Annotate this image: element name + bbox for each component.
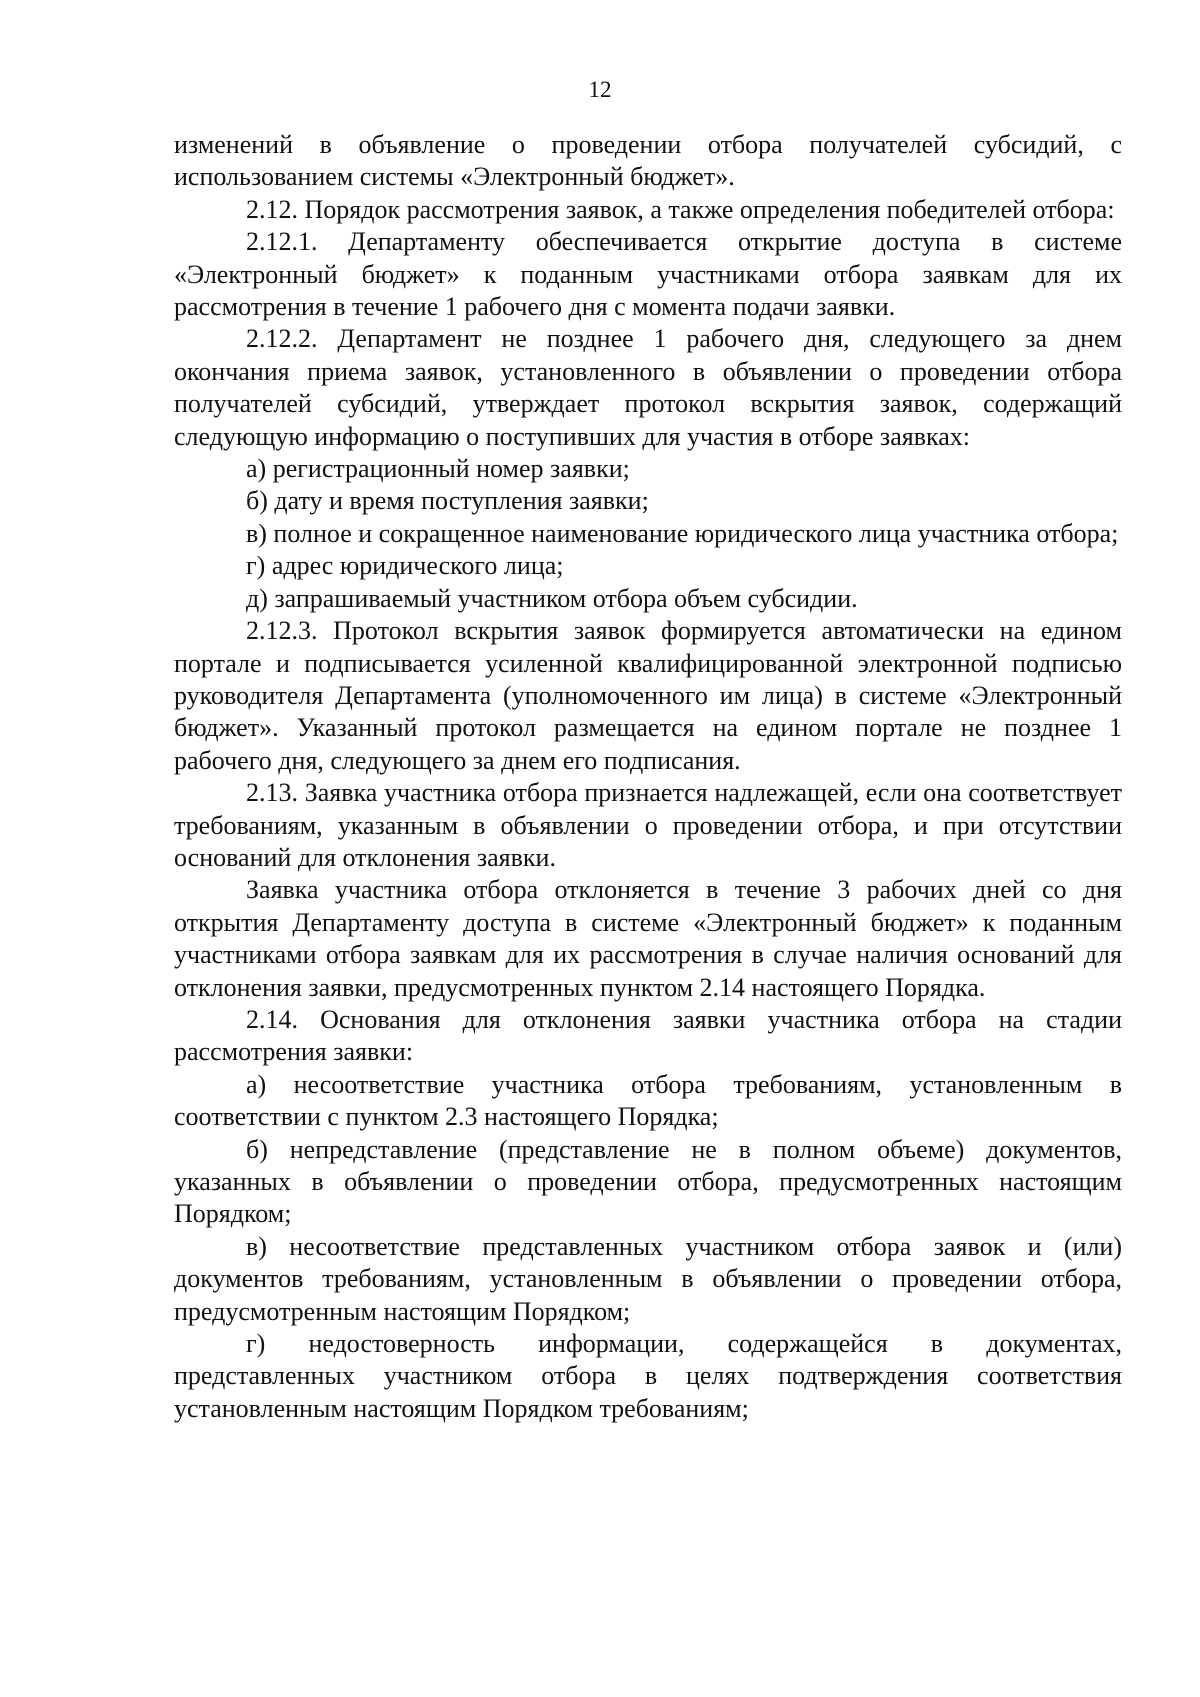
rejection-item-v: в) несоответствие представленных участником отбора заявок и (или) документов требованиям, установленным в объявлении о проведении отбора, предусмотренным настоящим Порядком; — [174, 1231, 1122, 1326]
paragraph-2-12-1: 2.12.1. Департаменту обеспечивается открытие доступа в системе «Электронный бюджет» к поданным участниками отбора заявкам для их рассмотрения в течение 1 рабочего дня с момента подачи заявки. — [174, 227, 1122, 322]
rejection-item-g: г) недостоверность информации, содержащейся в документах, представленных участником отбора в целях подтверждения соответствия установленным настоящим Порядком требованиям; — [174, 1329, 1122, 1423]
paragraph-2-14: 2.14. Основания для отклонения заявки участника отбора на стадии рассмотрения заявки: — [174, 1004, 1122, 1067]
paragraph-continuation: изменений в объявление о проведении отбора получателей субсидий, с использованием системы «Электронный бюджет». — [174, 130, 1122, 192]
rejection-item-b: б) непредставление (представление не в полном объеме) документов, указанных в объявлении о проведении отбора, предусмотренных настоящим Порядком; — [174, 1134, 1122, 1229]
list-item-b: б) дату и время поступления заявки; — [246, 486, 649, 516]
document-body — [174, 129, 1122, 1425]
paragraph-2-12: 2.12. Порядок рассмотрения заявок, а также определения победителей отбора: — [246, 194, 1115, 224]
list-item-a: а) регистрационный номер заявки; — [246, 454, 630, 484]
list-item-d: д) запрашиваемый участником отбора объем субсидии. — [246, 583, 858, 613]
paragraph-2-13: 2.13. Заявка участника отбора признается надлежащей, если она соответствует требованиям, указанным в объявлении о проведении отбора, и при отсутствии оснований для отклонения заявки. — [174, 778, 1122, 872]
page-number: 12 — [588, 77, 612, 102]
paragraph-rejection-term: Заявка участника отбора отклоняется в течение 3 рабочих дней со дня открытия Департаменту доступа в системе «Электронный бюджет» к поданным участниками отбора заявкам для их рассмотрения в случае наличия оснований для отклонения заявки, предусмотренных пунктом 2.14 настоящего Порядка. — [174, 875, 1122, 1002]
list-item-g: г) адрес юридического лица; — [246, 551, 564, 581]
list-item-v: в) полное и сокращенное наименование юридического лица участника отбора; — [246, 518, 1119, 548]
paragraph-2-12-3: 2.12.3. Протокол вскрытия заявок формируется автоматически на едином портале и подписывается усиленной квалифицированной электронной подписью руководителя Департамента (уполномоченного им лица) в системе «Электронный бюджет». Указанный протокол размещается на едином портале не позднее 1 рабочего дня, следующего за днем его подписания. — [174, 616, 1122, 775]
paragraph-2-12-2: 2.12.2. Департамент не позднее 1 рабочего дня, следующего за днем окончания приема заявок, установленного в объявлении о проведении отбора получателей субсидий, утверждает протокол вскрытия заявок, содержащий следующую информацию о поступивших для участия в отборе заявках: — [174, 324, 1122, 451]
rejection-item-a: а) несоответствие участника отбора требованиям, установленным в соответствии с пунктом 2.3 настоящего Порядка; — [174, 1069, 1122, 1132]
